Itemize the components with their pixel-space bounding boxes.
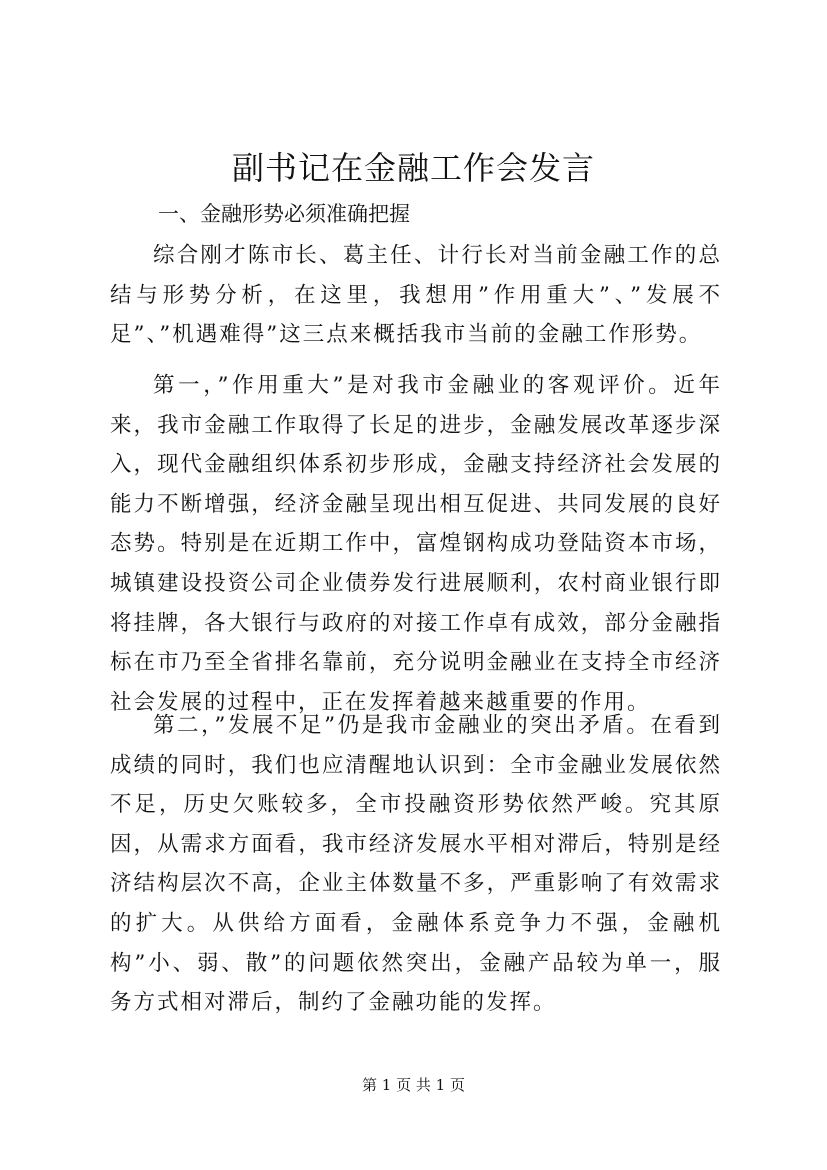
paragraph-2: 第一，”作用重大”是对我市金融业的客观评价。近年来，我市金融工作取得了长足的进步，金融发展改革逐步深入，现代金融组织体系初步形成，金融支持经济社会发展的能力不断增强，经济金融呈现出相互促进、共同发展的良好态势。特别是在近期工作中，富煌钢构成功登陆资本市场，城镇建设投资公司企业债券发行进展顺利，农村商业银行即将挂牌，各大银行与政府的对接工作卓有成效，部分金融指标在市乃至全省排名靠前，充分说明金融业在支持全市经济社会发展的过程中，正在发挥着越来越重要的作用。: [110, 373, 722, 715]
section-heading: 一、金融形势必须准确把握: [158, 202, 410, 226]
page-number-footer: 第 1 页 共 1 页: [362, 1076, 465, 1094]
document-title: 副书记在金融工作会发言: [231, 149, 595, 187]
paragraph-3: 第二，”发展不足”仍是我市金融业的突出矛盾。在看到成绩的同时，我们也应清醒地认识到：全市金融业发展依然不足，历史欠账较多，全市投融资形势依然严峻。究其原因，从需求方面看，我市经济发展水平相对滞后，特别是经济结构层次不高，企业主体数量不多，严重影响了有效需求的扩大。从供给方面看，金融体系竞争力不强，金融机构”小、弱、散”的问题依然突出，金融产品较为单一，服务方式相对滞后，制约了金融功能的发挥。: [110, 713, 722, 1016]
paragraph-1: 综合刚才陈市长、葛主任、计行长对当前金融工作的总结与形势分析，在这里，我想用”作用重大”、”发展不足”、”机遇难得”这三点来概括我市当前的金融工作形势。: [110, 243, 722, 348]
